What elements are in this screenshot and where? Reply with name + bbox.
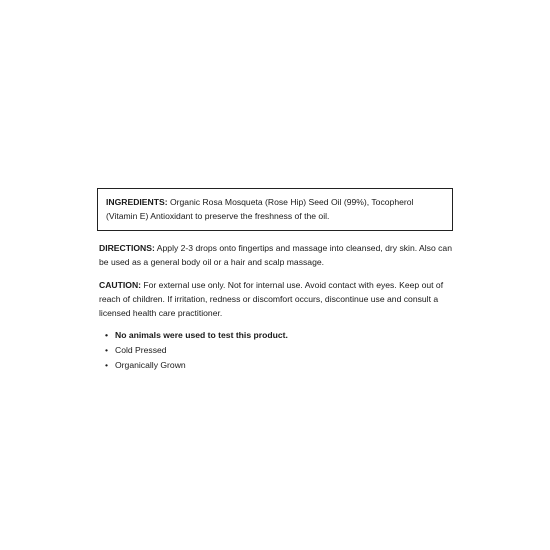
caution-text: For external use only. Not for internal use. Avoid contact with eyes. Keep out of reach of children. If irritation, redness or discomfort occurs, discontinue use and consult a licensed health care practitioner. xyxy=(99,280,444,318)
feature-text: Cold Pressed xyxy=(115,345,167,355)
feature-text: No animals were used to test this product. xyxy=(115,330,288,340)
caution-paragraph xyxy=(99,278,453,320)
feature-text: Organically Grown xyxy=(115,360,186,370)
directions-paragraph xyxy=(99,241,453,269)
product-info xyxy=(97,188,453,374)
ingredients-box xyxy=(97,188,453,231)
bullet-icon: • xyxy=(105,360,109,370)
list-item xyxy=(105,359,453,372)
ingredients-label: INGREDIENTS: xyxy=(106,197,168,207)
directions-text: Apply 2-3 drops onto fingertips and massage into cleansed, dry skin. Also can be used as a general body oil or a hair and scalp massage. xyxy=(99,243,452,267)
list-item xyxy=(105,344,453,357)
bullet-icon: • xyxy=(105,330,109,340)
list-item xyxy=(105,329,453,342)
ingredients-text: Organic Rosa Mosqueta (Rose Hip) Seed Oil (99%), Tocopherol (Vitamin E) Antioxidant to preserve the freshness of the oil. xyxy=(106,197,414,221)
bullet-icon: • xyxy=(105,345,109,355)
caution-label: CAUTION: xyxy=(99,280,142,290)
feature-list xyxy=(97,329,453,372)
directions-label: DIRECTIONS: xyxy=(99,243,155,253)
